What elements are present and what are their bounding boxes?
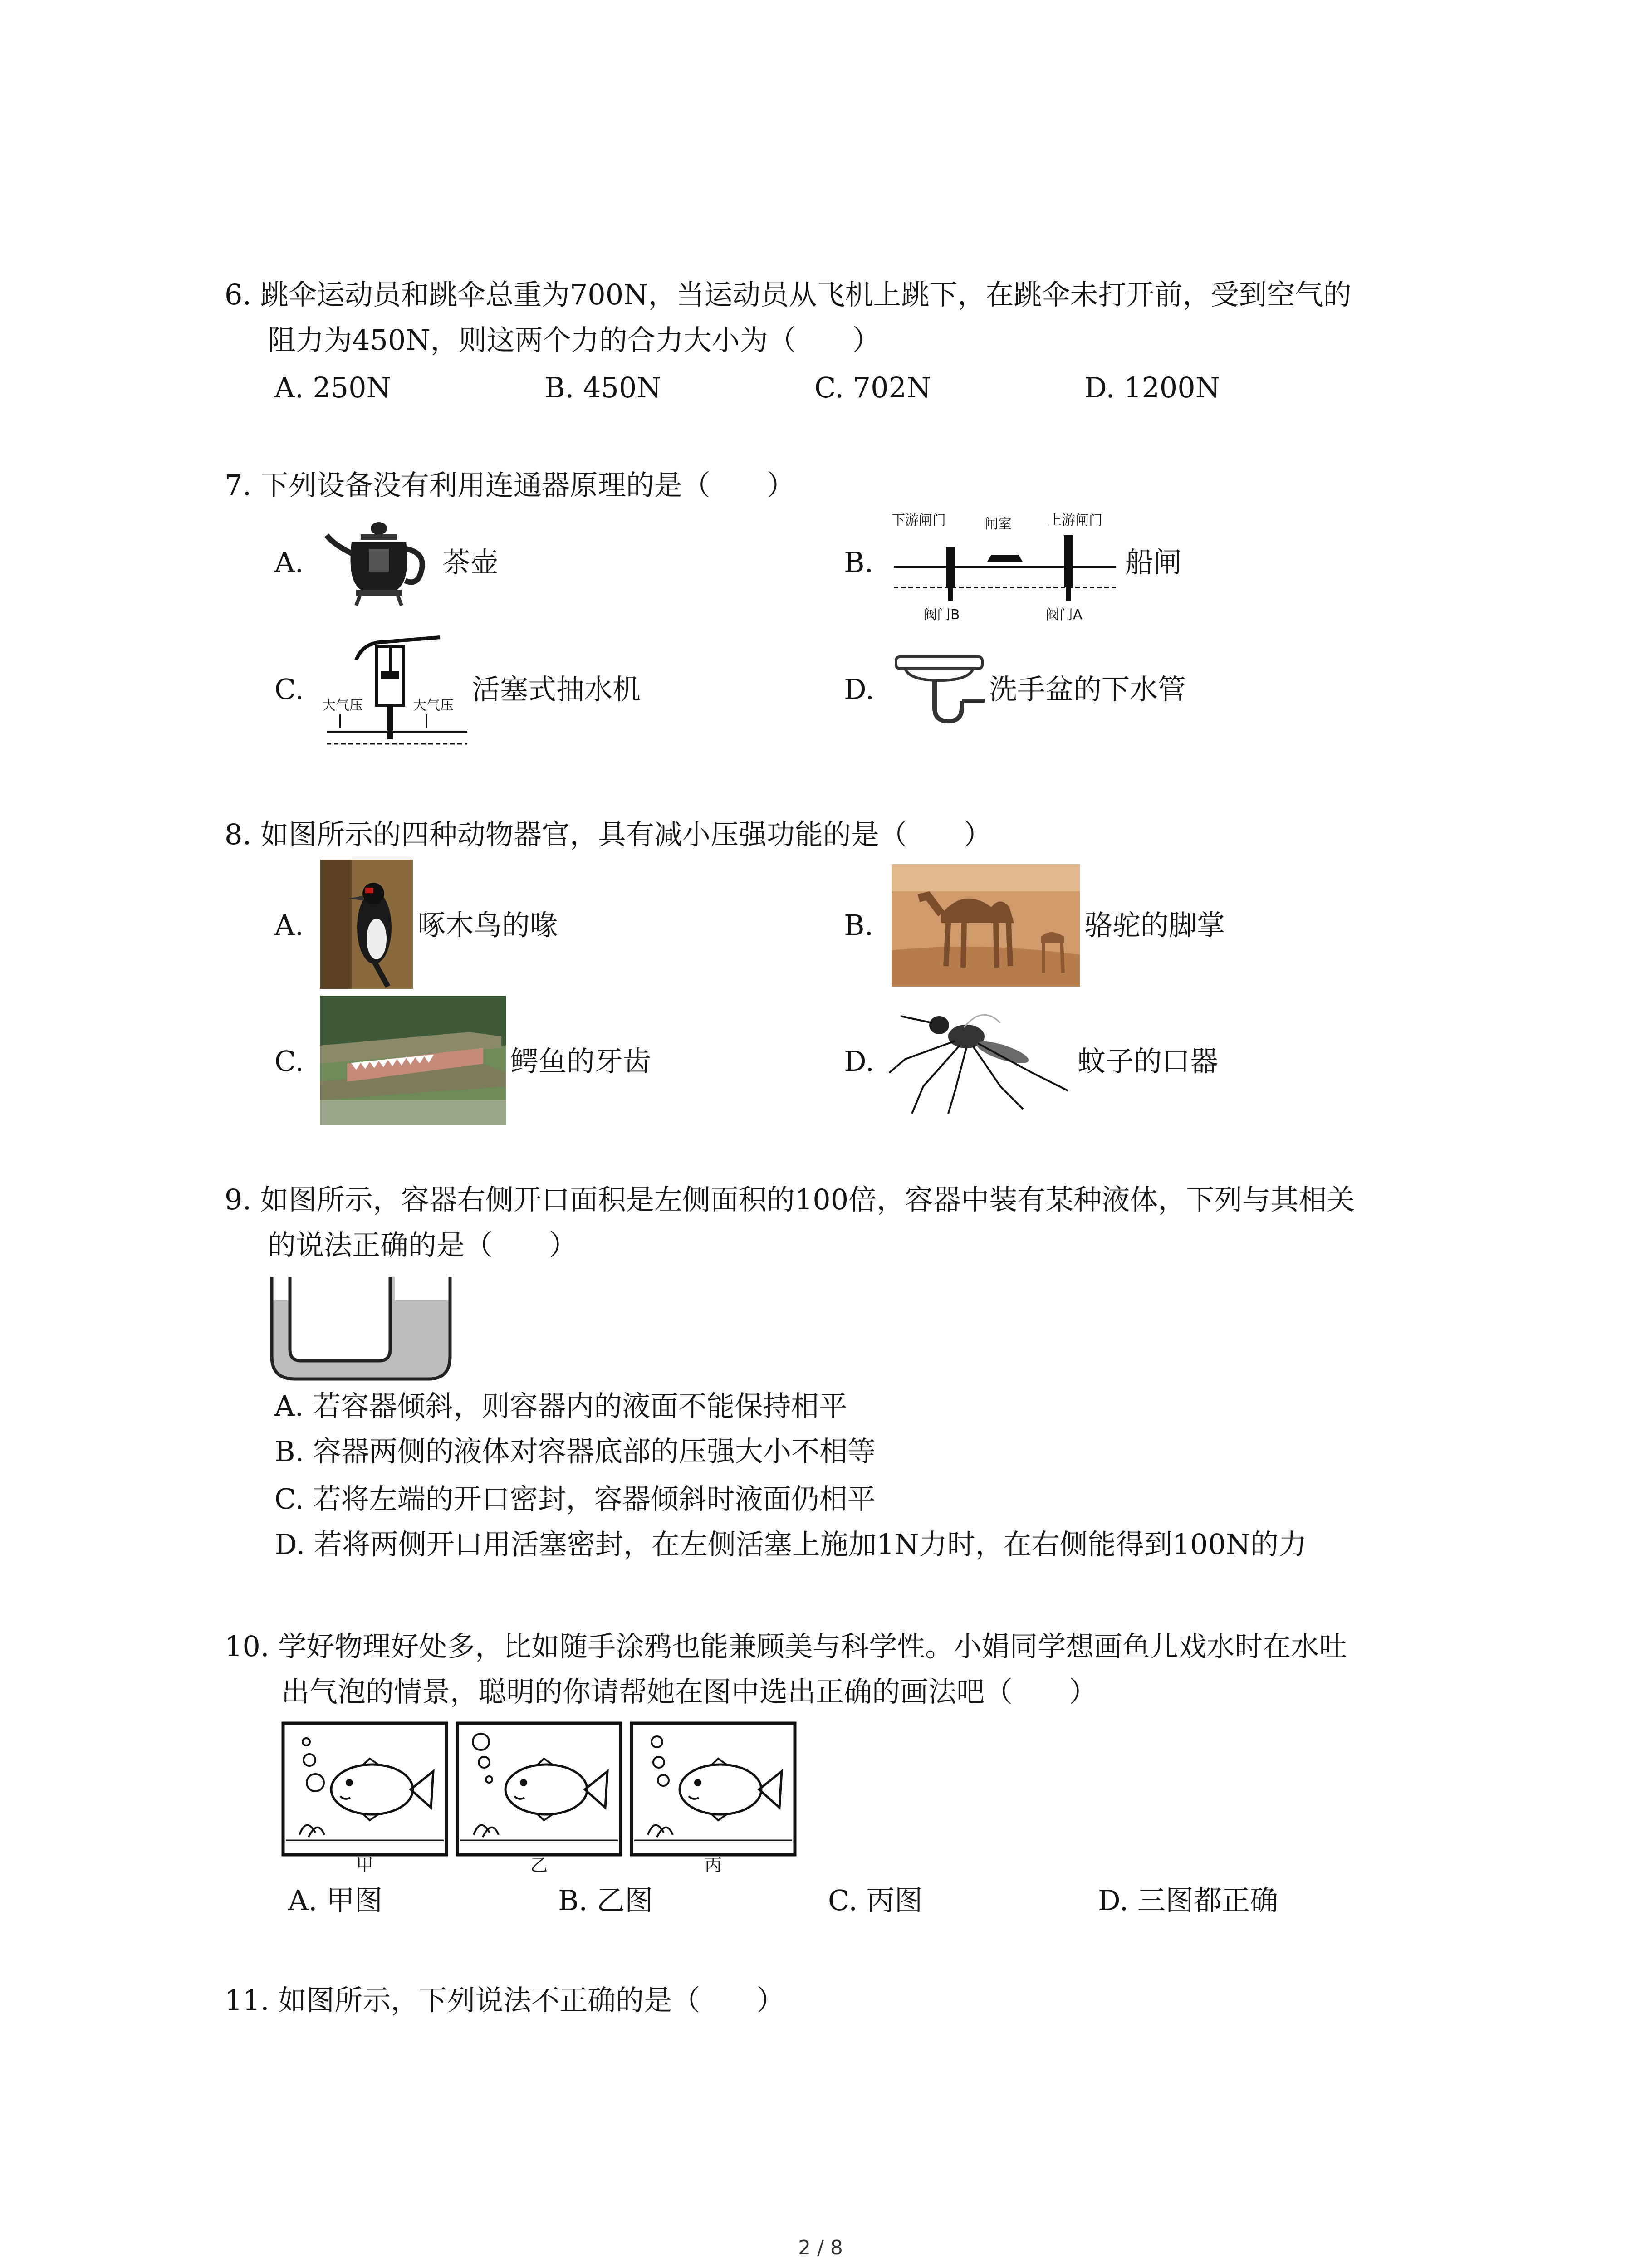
q7-option-b-letter: B.: [844, 546, 874, 579]
q10-option-c: C. 丙图: [828, 1884, 923, 1917]
fish-panel-label-bing: 丙: [704, 1855, 722, 1875]
lock-label-valve-b: 阀门B: [923, 607, 960, 623]
q10-option-d: D. 三图都正确: [1098, 1884, 1278, 1917]
q9-option-b: B. 容器两侧的液体对容器底部的压强大小不相等: [274, 1435, 876, 1468]
fish-panel-bing: [632, 1723, 795, 1855]
q8-option-a-text: 啄木鸟的喙: [417, 909, 558, 942]
q6-option-d: D. 1200N: [1084, 371, 1220, 404]
ship-lock-diagram: [892, 510, 1118, 624]
q8-option-d-letter: D.: [844, 1045, 875, 1078]
q6-stem-line1: 6. 跳伞运动员和跳伞总重为700N，当运动员从飞机上跳下，在跳伞未打开前，受到空气的: [225, 278, 1352, 311]
q9-option-d: D. 若将两侧开口用活塞密封，在左侧活塞上施加1N力时，在右侧能得到100N的力: [274, 1528, 1307, 1561]
q9-stem-line2: 的说法正确的是（ ）: [268, 1228, 578, 1261]
q10-option-b: B. 乙图: [558, 1884, 653, 1917]
q8-option-c-letter: C.: [274, 1045, 304, 1078]
q7-option-c-text: 活塞式抽水机: [472, 673, 641, 706]
q6-option-b: B. 450N: [544, 371, 661, 404]
crocodile-photo: [320, 996, 506, 1125]
pump-label-atm-left: 大气压: [322, 698, 363, 714]
q11-stem: 11. 如图所示，下列说法不正确的是（ ）: [225, 1984, 785, 2017]
q10-option-a: A. 甲图: [288, 1884, 383, 1917]
q7-stem: 7. 下列设备没有利用连通器原理的是（ ）: [225, 469, 795, 502]
q7-option-c-letter: C.: [274, 673, 304, 706]
fish-panel-label-yi: 乙: [530, 1855, 548, 1875]
q8-option-a-letter: A.: [274, 909, 304, 942]
container-diagram: [268, 1275, 454, 1383]
q9-option-a: A. 若容器倾斜，则容器内的液面不能保持相平: [274, 1389, 847, 1422]
q8-option-b-text: 骆驼的脚掌: [1084, 909, 1225, 942]
q9-stem-line1: 9. 如图所示，容器右侧开口面积是左侧面积的100倍，容器中装有某种液体，下列与其相关: [225, 1183, 1355, 1216]
piston-pump-diagram: [322, 628, 472, 760]
q7-option-a-text: 茶壶: [442, 546, 499, 579]
mosquito-photo: [887, 996, 1068, 1116]
fish-panel-label-jia: 甲: [356, 1855, 374, 1875]
fish-panel-jia: [283, 1723, 446, 1855]
q8-stem: 8. 如图所示的四种动物器官，具有减小压强功能的是（ ）: [225, 818, 992, 851]
q6-option-a: A. 250N: [274, 371, 391, 404]
q7-option-d-text: 洗手盆的下水管: [989, 673, 1186, 706]
q8-option-b-letter: B.: [844, 909, 874, 942]
lock-label-upper-gate: 上游闸门: [1048, 513, 1102, 528]
q8-option-d-text: 蚊子的口器: [1078, 1045, 1219, 1078]
q9-option-c: C. 若将左端的开口密封，容器倾斜时液面仍相平: [274, 1482, 876, 1515]
page-number: 2 / 8: [798, 2236, 843, 2259]
teapot-image: [324, 517, 433, 608]
lock-label-lower-gate: 下游闸门: [892, 513, 946, 528]
q10-stem-line1: 10. 学好物理好处多，比如随手涂鸦也能兼顾美与科学性。小娟同学想画鱼儿戏水时在水吐: [225, 1630, 1347, 1663]
q8-option-c-text: 鳄鱼的牙齿: [510, 1045, 652, 1078]
camel-photo: [892, 864, 1080, 987]
basin-drain-image: [892, 653, 987, 730]
pump-label-atm-right: 大气压: [413, 698, 454, 714]
q7-option-a-letter: A.: [274, 546, 304, 579]
fish-bubbles-figure: [281, 1721, 798, 1876]
lock-label-valve-a: 阀门A: [1046, 607, 1083, 623]
q6-stem-line2: 阻力为450N，则这两个力的合力大小为（ ）: [268, 323, 881, 357]
q7-option-d-letter: D.: [844, 673, 875, 706]
fish-panel-yi: [457, 1723, 621, 1855]
q10-stem-line2: 出气泡的情景，聪明的你请帮她在图中选出正确的画法吧（ ）: [281, 1675, 1097, 1708]
lock-label-chamber: 闸室: [985, 516, 1012, 532]
woodpecker-photo: [320, 860, 413, 989]
q7-option-b-text: 船闸: [1125, 546, 1182, 579]
q6-option-c: C. 702N: [814, 371, 931, 404]
